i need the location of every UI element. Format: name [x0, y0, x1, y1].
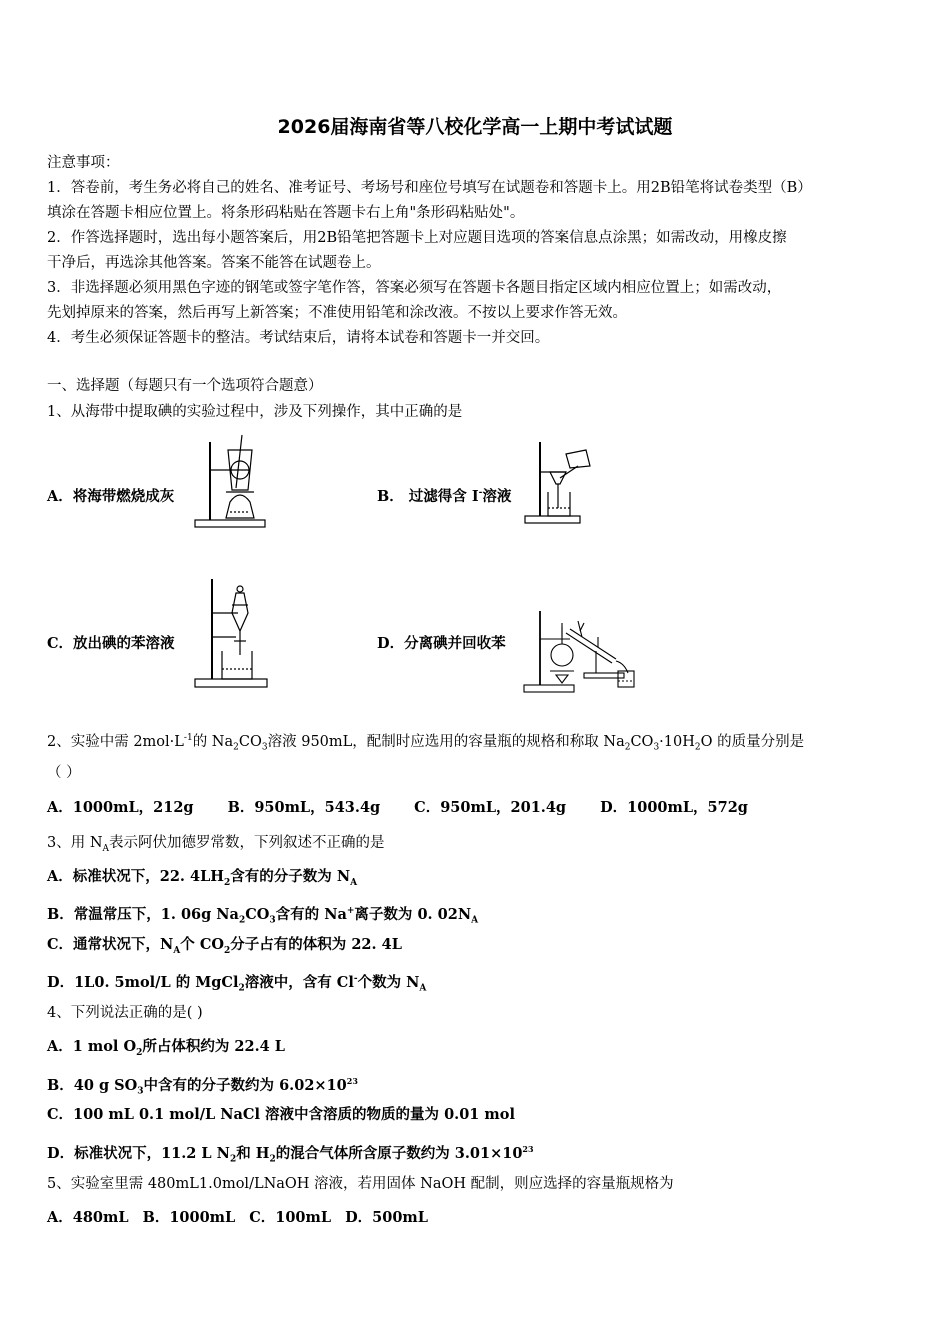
- notice-item: 1．答卷前，考生务必将自己的姓名、准考证号、考场号和座位号填写在试题卷和答题卡上。用2B铅笔将试卷类型（B）: [47, 180, 812, 196]
- q5-option-d: D．500mL: [345, 1209, 428, 1226]
- q2-option-d: D．1000mL，572g: [600, 799, 748, 816]
- apparatus-distillation-illustration: [520, 603, 640, 695]
- q5-option-c: C．100mL: [249, 1209, 332, 1226]
- q1-option-c: C．放出碘的苯溶液: [47, 635, 175, 652]
- q1-option-b: B． 过滤得含 I-溶液: [377, 488, 512, 505]
- q4-option-b: B．40 g $SO_3$中含有的分子数约为 $6.02\times 10^{23}$: [47, 1076, 358, 1097]
- notice-heading: 注意事项：: [47, 155, 120, 171]
- q3-option-c: C．通常状况下，$N_A$个 $CO_2$分子占有的体积为 22. 4L: [47, 936, 402, 956]
- notice-item: 3．非选择题必须用黑色字迹的钢笔或签字笔作答，答案必须写在答题卡各题目指定区域内相应位置上；如需改动，: [47, 280, 782, 296]
- q2-options: [47, 798, 782, 818]
- section-heading: 一、选择题（每题只有一个选项符合题意）: [47, 378, 323, 394]
- q5-options: [47, 1208, 442, 1228]
- q2-option-a: A．1000mL，212g: [47, 799, 194, 816]
- q1-stem: 1、从海带中提取碘的实验过程中，涉及下列操作，其中正确的是: [47, 404, 463, 420]
- q5-option-b: B．1000mL: [142, 1209, 236, 1226]
- q4-option-c: C．100 mL 0.1 mol/L NaCl 溶液中含溶质的物质的量为 0.01 mol: [47, 1106, 515, 1123]
- q3-option-a: A．标准状况下，22. $4LH_2$含有的分子数为 $N_A$: [47, 868, 358, 888]
- q3-option-d: D．1L0. 5mol/L 的 MgCl$_2$溶液中，含有 Cl-个数为 $N_A$: [47, 973, 427, 994]
- q1-option-d: D．分离碘并回收苯: [377, 635, 506, 652]
- apparatus-burning-illustration: [190, 430, 270, 530]
- notice-item: 先划掉原来的答案，然后再写上新答案；不准使用铅笔和涂改液。不按以上要求作答无效。: [47, 305, 627, 321]
- q1-option-a: A．将海带燃烧成灰: [47, 488, 175, 505]
- q5-option-a: A．480mL: [47, 1209, 129, 1226]
- notice-item: 干净后，再选涂其他答案。答案不能答在试题卷上。: [47, 255, 381, 271]
- q2-stem: 2、实验中需 $2mol\cdot L^{-1}$的 $Na_2CO_3$溶液 950mL，配制时应选用的容量瓶的规格和称取 $Na_2CO_3\cdot 10H_2O$ 的质量分别是: [47, 733, 805, 753]
- page-title: 2026届海南省等八校化学高一上期中考试试题: [277, 116, 673, 138]
- apparatus-filtration-illustration: [520, 440, 600, 525]
- q4-option-a: A．1 mol $O_2$所占体积约为 22.4 L: [47, 1038, 285, 1058]
- q3-option-b: B．常温常压下，1. 06g $Na_2CO_3$含有的 Na+离子数为 0. $02N_A$: [47, 905, 479, 926]
- q5-stem: 5、实验室里需 480mL1.0mol/LNaOH 溶液，若用固体 NaOH 配制，则应选择的容量瓶规格为: [47, 1176, 674, 1192]
- q3-stem: 3、用 $N_A$表示阿伏加德罗常数，下列叙述不正确的是: [47, 835, 385, 854]
- q4-stem: 4、下列说法正确的是( ): [47, 1005, 203, 1021]
- q2-option-c: C．950mL，201.4g: [414, 799, 567, 816]
- q4-option-d: D．标准状况下，11.2 L $N_2$和 $H_2$的混合气体所含原子数约为 $3.01\times 10^{23}$: [47, 1144, 534, 1165]
- notice-item: 2．作答选择题时，选出每小题答案后，用2B铅笔把答题卡上对应题目选项的答案信息点涂黑；如需改动，用橡皮擦: [47, 230, 787, 246]
- apparatus-separatory-funnel-illustration: [190, 575, 275, 690]
- notice-item: 4．考生必须保证答题卡的整洁。考试结束后，请将本试卷和答题卡一并交回。: [47, 330, 550, 346]
- notice-item: 填涂在答题卡相应位置上。将条形码粘贴在答题卡右上角"条形码粘贴处"。: [47, 205, 525, 221]
- q2-option-b: B．950mL，543.4g: [227, 799, 381, 816]
- q2-answer-paren: （ ）: [47, 765, 81, 781]
